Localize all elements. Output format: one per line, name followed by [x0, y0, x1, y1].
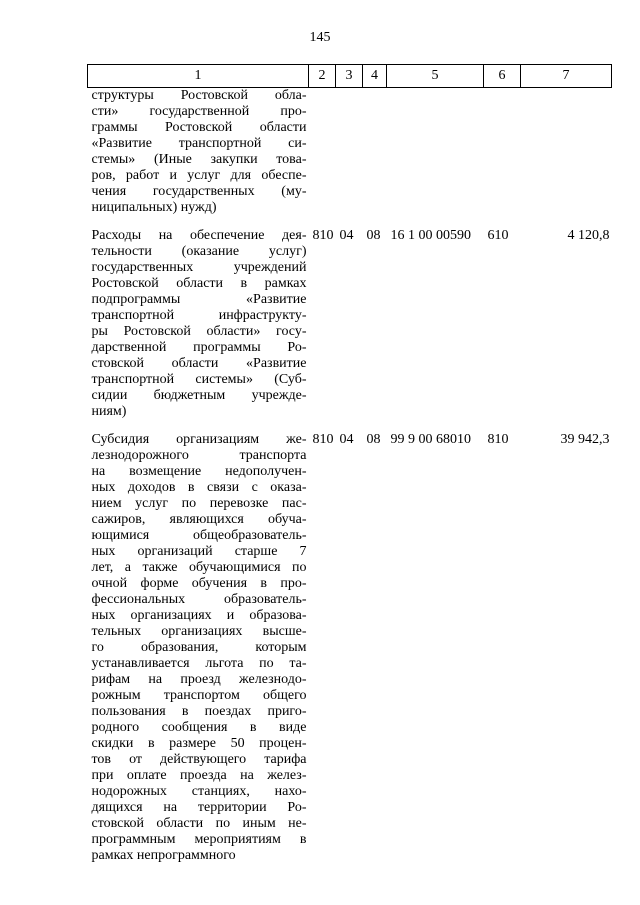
ministry-code: 810: [312, 432, 334, 447]
description-line: ры Ростовской области» госу-: [91, 324, 307, 339]
description-line: тов от действующего тарифа: [91, 752, 307, 767]
row-description: [88, 88, 309, 229]
description-line: Субсидия организациям же-: [91, 432, 307, 447]
description-line: ров, работ и услуг для обеспе-: [91, 168, 307, 183]
subsection-code: [363, 88, 387, 229]
description-line: устанавливается льгота по та-: [91, 656, 307, 671]
row-description: [88, 432, 309, 876]
column-header: 4: [363, 65, 387, 88]
description-line: скидки в размере 50 процен-: [91, 736, 307, 751]
table-row: [88, 88, 612, 229]
description-line: «Развитие транспортной си-: [91, 136, 307, 151]
table-row: [88, 432, 612, 876]
expense-type-code: [484, 88, 521, 229]
description-line: стовской области «Развитие: [91, 356, 307, 371]
column-header: 3: [336, 65, 363, 88]
description-line: фессиональных образователь-: [91, 592, 307, 607]
column-header: 6: [484, 65, 521, 88]
description-line: ных организаций старше 7: [91, 544, 307, 559]
column-header: 1: [88, 65, 309, 88]
expense-type-code: 610: [487, 228, 509, 243]
description-line: сидии бюджетным учрежде-: [91, 388, 307, 403]
description-line: дящихся на территории Ро-: [91, 800, 307, 815]
description-line: стемы» (Иные закупки това-: [91, 152, 307, 167]
section-code: 04: [339, 432, 354, 447]
target-article-code: 16 1 00 00590: [390, 228, 471, 243]
table-row: [88, 228, 612, 432]
description-line: рожным транспортом общего: [91, 688, 307, 703]
description-line: пользования в поездах приго-: [91, 704, 307, 719]
description-line: сажиров, являющихся обуча-: [91, 512, 307, 527]
description-line: нием услуг по перевозке пас-: [91, 496, 307, 511]
description-line: нодорожных станциях, нахо-: [91, 784, 307, 799]
description-line: граммы Ростовской области: [91, 120, 307, 135]
description-line: чения государственных (му-: [91, 184, 307, 199]
description-line: сти» государственной про-: [91, 104, 307, 119]
column-header: 7: [521, 65, 612, 88]
description-line: родного сообщения в виде: [91, 720, 307, 735]
description-line: структуры Ростовской обла-: [91, 88, 307, 103]
subsection-code: 08: [366, 228, 381, 243]
description-line: стовской области по иным не-: [91, 816, 307, 831]
description-line: программным мероприятиям в: [91, 832, 307, 847]
description-line: Ростовской области в рамках: [91, 276, 307, 291]
description-line: рамках непрограммного: [91, 848, 236, 863]
subsection-code: 08: [366, 432, 381, 447]
section-code: [336, 88, 363, 229]
description-line: дарственной программы Ро-: [91, 340, 307, 355]
description-line: Расходы на обеспечение дея-: [91, 228, 307, 243]
description-line: транспортной системы» (Суб-: [91, 372, 307, 387]
description-line: очной форме обучения в про-: [91, 576, 307, 591]
expense-type-code: 810: [487, 432, 509, 447]
description-line: тельных организациях высше-: [91, 624, 307, 639]
table-header-row: [88, 65, 612, 88]
target-article-code: [387, 88, 484, 229]
column-header: 5: [387, 65, 484, 88]
description-line: подпрограммы «Развитие: [91, 292, 307, 307]
description-line: государственных учреждений: [91, 260, 307, 275]
page-number: 145: [309, 30, 331, 45]
description-line: транспортной инфраструкту-: [91, 308, 307, 323]
description-line: ющимися общеобразователь-: [91, 528, 307, 543]
section-code: 04: [339, 228, 354, 243]
description-line: ных организациях и образова-: [91, 608, 307, 623]
description-line: лезнодорожного транспорта: [91, 448, 307, 463]
budget-table: [87, 64, 612, 876]
description-line: ниям): [91, 404, 127, 419]
amount: 4 120,8: [567, 228, 610, 243]
description-line: го образования, которым: [91, 640, 307, 655]
ministry-code: 810: [312, 228, 334, 243]
ministry-code: [309, 88, 336, 229]
description-line: ниципальных) нужд): [91, 200, 217, 215]
column-header: 2: [309, 65, 336, 88]
row-description: [88, 228, 309, 432]
description-line: на возмещение недополучен-: [91, 464, 307, 479]
description-line: рифам на проезд железнодо-: [91, 672, 307, 687]
description-line: ных доходов в связи с оказа-: [91, 480, 307, 495]
amount: [521, 88, 612, 229]
amount: 39 942,3: [560, 432, 610, 447]
description-line: тельности (оказание услуг): [91, 244, 307, 259]
target-article-code: 99 9 00 68010: [390, 432, 471, 447]
description-line: лет, а также обучающимися по: [91, 560, 307, 575]
description-line: при оплате проезда на желез-: [91, 768, 307, 783]
